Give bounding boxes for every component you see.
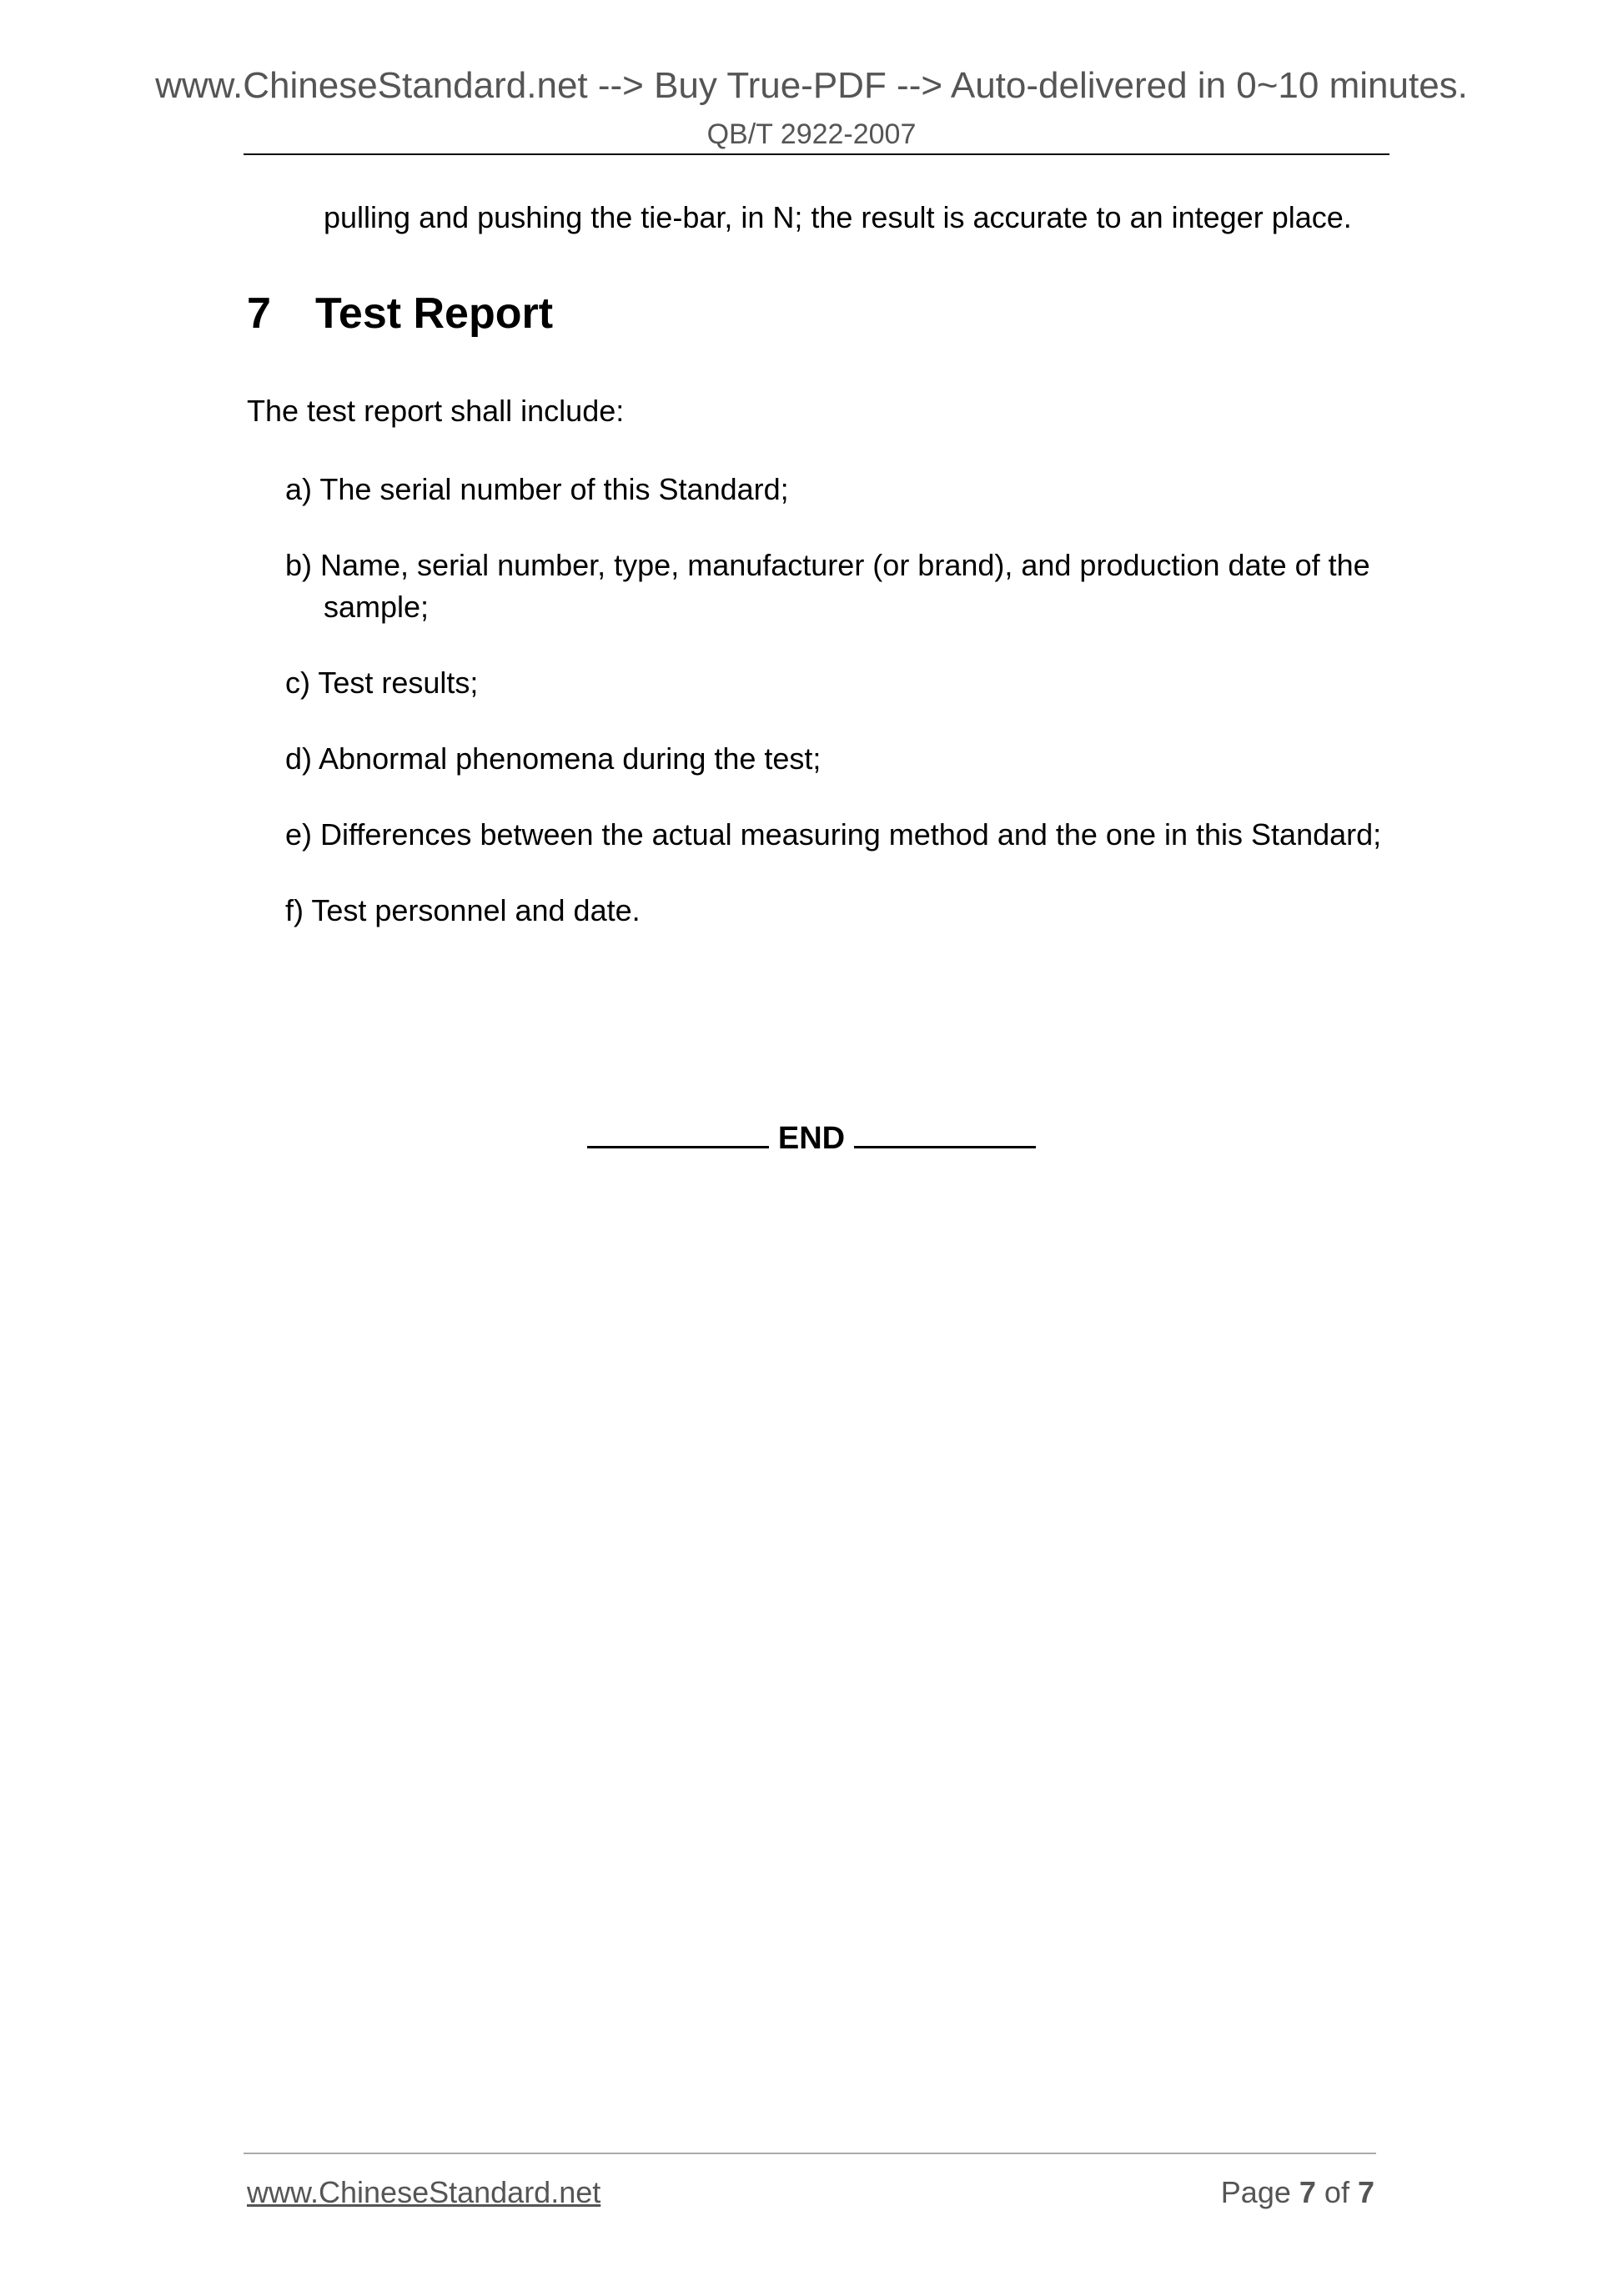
page-number (1221, 2175, 1374, 2210)
end-rule-right (854, 1116, 1036, 1148)
site-banner[interactable]: www.ChineseStandard.net --> Buy True-PDF --> Auto-delivered in 0~10 minutes. (155, 65, 1468, 106)
footer-divider (244, 2153, 1376, 2154)
list-item-text: b) Name, serial number, type, manufacturer (or brand), and production date of the (285, 548, 1370, 582)
list-item-text: f) Test personnel and date. (285, 893, 641, 927)
list-item (285, 814, 1394, 856)
standard-code: QB/T 2922-2007 (706, 118, 917, 150)
list-item (285, 469, 1394, 510)
header-divider (244, 153, 1389, 155)
page-prefix: Page (1220, 2175, 1291, 2209)
page-current: 7 (1299, 2175, 1316, 2209)
end-text: END (777, 1121, 846, 1156)
list-item (285, 545, 1394, 628)
section-number: 7 (247, 289, 271, 338)
report-items-list (285, 469, 1394, 966)
list-item (285, 890, 1394, 932)
page-total: 7 (1357, 2175, 1374, 2209)
list-item (285, 662, 1394, 704)
section-title: Test Report (315, 289, 554, 338)
continuation-text: pulling and pushing the tie-bar, in N; the result is accurate to an integer place. (324, 200, 1352, 234)
list-item-continuation: sample; (324, 590, 430, 624)
section-heading (247, 289, 553, 339)
intro-text: The test report shall include: (247, 394, 625, 428)
footer-site-link[interactable]: www.ChineseStandard.net (247, 2175, 601, 2209)
end-marker (0, 1116, 1623, 1157)
list-item-text: e) Differences between the actual measuring method and the one in this Standard; (285, 817, 1382, 852)
list-item-text: c) Test results; (285, 666, 479, 700)
list-item-text: d) Abnormal phenomena during the test; (285, 741, 822, 776)
end-rule-left (587, 1116, 769, 1148)
list-item (285, 738, 1394, 780)
list-item-text: a) The serial number of this Standard; (285, 472, 789, 506)
page-of: of (1324, 2175, 1349, 2209)
